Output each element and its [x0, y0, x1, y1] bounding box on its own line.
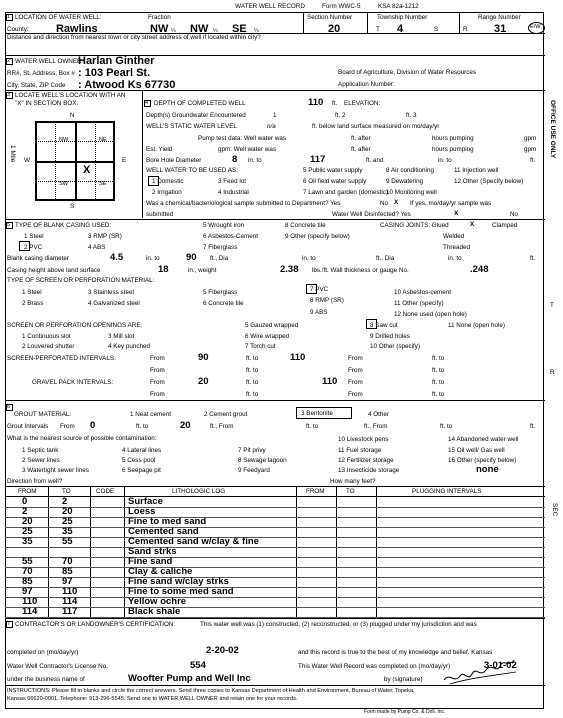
- contamination-label: What is the nearest source of possible contamination:: [7, 435, 157, 442]
- gravel-pack-label: GRAVEL PACK INTERVALS:: [32, 379, 114, 386]
- sample-no-mark: X: [394, 199, 399, 206]
- license-number: 554: [190, 660, 206, 671]
- owner-name: Harlan Ginther: [78, 55, 155, 67]
- screen-material-label: TYPE OF SCREEN OR PERFORATION MATERIAL:: [7, 277, 155, 284]
- glued-mark: X: [470, 221, 475, 228]
- form-number: Form WWC-5: [322, 3, 361, 10]
- instructions-text: INSTRUCTIONS: Please fill in blanks and circle the correct answers. Send three copies to Kansas Department of Health and Environment, Bureau of Water, Topeka,: [7, 688, 415, 694]
- fraction-label: Fraction: [148, 14, 171, 21]
- log-from: 35: [22, 536, 33, 547]
- city-label: City, State, ZIP Code: [7, 82, 66, 89]
- log-code-header: CODE: [96, 488, 115, 495]
- well-location-mark: X: [83, 164, 91, 176]
- distance-label: Distance and direction from nearest town or city street address of well if located within city?: [7, 34, 261, 41]
- log-description: Sand strks: [128, 546, 177, 557]
- plugging-header: PLUGGING INTERVALS: [412, 488, 482, 495]
- grout-label: GROUT MATERIAL:: [14, 411, 72, 418]
- gravel-from: 20: [198, 376, 209, 387]
- sec-label: SEC: [551, 503, 558, 517]
- casing-label: TYPE OF BLANK CASING USED:: [15, 222, 112, 229]
- plug-to-header: TO: [346, 488, 355, 495]
- log-from: 85: [22, 576, 33, 587]
- groundwater-label: Depth(s) Groundwater Encountered: [146, 112, 246, 119]
- disinfected-yes-mark: X: [454, 210, 459, 217]
- log-to: 55: [62, 536, 73, 547]
- feet-label: How many feet?: [330, 478, 376, 485]
- ksa-ref: KSA 82a-1212: [378, 3, 419, 10]
- log-from: 25: [22, 526, 33, 537]
- log-to: 25: [62, 516, 73, 527]
- plug-from-header: FROM: [306, 488, 325, 495]
- log-to: 114: [62, 596, 78, 607]
- log-from-header: FROM: [18, 488, 37, 495]
- address-label: RR#, St. Address, Box #: [7, 70, 75, 77]
- owner-label: WATER WELL OWNER:: [15, 58, 84, 65]
- log-to: 70: [62, 556, 73, 567]
- range-label: Range Number: [478, 14, 521, 21]
- log-from: 114: [22, 606, 38, 617]
- log-to: 35: [62, 526, 73, 537]
- log-from: 20: [22, 516, 33, 527]
- log-from: 0: [22, 496, 28, 507]
- static-level-value: n/a: [267, 123, 276, 130]
- log-from: 70: [22, 566, 33, 577]
- log-to-header: TO: [62, 488, 71, 495]
- log-description: Fine to some med sand: [128, 586, 234, 597]
- license-label: Water Well Contractor's License No.: [7, 663, 108, 670]
- log-description: Black shale: [128, 606, 181, 617]
- static-level-label: WELL'S STATIC WATER LEVEL: [146, 123, 237, 130]
- grout-intervals-label: Grout Intervals: [7, 423, 49, 430]
- lithologic-header: LITHOLOGIC LOG: [172, 488, 226, 495]
- completed-date: 2-20-02: [206, 645, 239, 656]
- log-from: 110: [22, 596, 38, 607]
- section-number-value: 20: [328, 23, 341, 35]
- log-description: Fine sand w/clay strks: [128, 576, 229, 587]
- footer-credit: Form made by Pump Co. & Drill, Inc.: [364, 709, 446, 715]
- grout-to: 20: [180, 420, 191, 431]
- bore-depth: 117: [310, 154, 326, 165]
- casing-depth: 90: [186, 252, 197, 263]
- disinfected-question: Water Well Disinfected? Yes: [332, 211, 411, 218]
- log-from: 55: [22, 556, 33, 567]
- log-description: Cemented sand: [128, 526, 199, 537]
- elevation-label: ELEVATION:: [344, 100, 381, 107]
- log-description: Surface: [128, 496, 163, 507]
- signature-label: by (signature): [384, 676, 423, 683]
- direction-label: Direction from well?: [7, 478, 63, 485]
- range-value: 31: [494, 23, 507, 35]
- business-name: Woofter Pump and Well Inc: [128, 673, 251, 684]
- log-description: Yellow ochre: [128, 596, 187, 607]
- gauge-value: .248: [470, 264, 489, 275]
- bore-diameter: 8: [232, 154, 238, 165]
- log-description: Cemented sand w/clay & fine: [128, 536, 259, 547]
- log-description: Fine sand: [128, 556, 173, 567]
- log-to: 117: [62, 606, 78, 617]
- log-to: 2: [62, 496, 68, 507]
- log-to: 20: [62, 506, 73, 517]
- location-label: LOCATION OF WATER WELL:: [15, 14, 102, 21]
- office-use-label: OFFICE USE ONLY: [549, 100, 556, 159]
- contamination-other: none: [476, 464, 499, 475]
- use-label: WELL WATER TO BE USED AS:: [146, 167, 238, 174]
- completed-label: completed on (mo/day/yr): [7, 649, 79, 656]
- casing-weight: 2.38: [280, 264, 299, 275]
- pump-test-label: Pump test data: Well water was: [198, 135, 287, 142]
- casing-diameter-label: Blank casing diameter: [7, 255, 69, 262]
- log-from: 97: [22, 586, 33, 597]
- casing-height: 18: [158, 264, 169, 275]
- signature: [440, 654, 520, 688]
- openings-label: SCREEN OR PERFORATION OPENINGS ARE:: [7, 322, 143, 329]
- bore-label: Bore Hole Diameter: [146, 157, 202, 164]
- log-description: Fine to med sand: [128, 516, 207, 527]
- business-label: under the business name of: [7, 676, 85, 683]
- log-to: 85: [62, 566, 73, 577]
- log-to: 97: [62, 576, 73, 587]
- casing-joints-label: CASING JOINTS: Glued: [380, 222, 449, 229]
- depth-label: DEPTH OF COMPLETED WELL: [154, 100, 246, 107]
- owner-city: : Atwood Ks 67730: [78, 79, 176, 91]
- screen-to: 110: [290, 352, 306, 363]
- form-title: WATER WELL RECORD: [235, 3, 305, 10]
- fraction-3: SE: [232, 23, 247, 35]
- section-1-number: 1: [7, 14, 11, 20]
- log-from: 2: [22, 506, 28, 517]
- county-label: County:: [7, 26, 29, 33]
- one-mile-label: 1 Mile: [9, 145, 16, 163]
- casing-diameter: 4.5: [110, 252, 124, 263]
- grout-from: 0: [90, 420, 96, 431]
- screen-intervals-label: SCREEN-PERFORATED INTERVALS:: [7, 355, 116, 362]
- screen-from: 90: [198, 352, 209, 363]
- fraction-2: NW: [190, 23, 209, 35]
- board-text: Board of Agriculture, Division of Water Resources: [338, 69, 477, 76]
- county-value: Rawlins: [56, 23, 98, 35]
- log-description: Clay & caliche: [128, 566, 193, 577]
- fraction-1: NW: [150, 23, 169, 35]
- sample-question: Was a chemical/bacteriological sample submitted to Department? Yes: [146, 200, 341, 207]
- section-number-label: Section Number: [307, 14, 353, 21]
- owner-address: : 103 Pearl St.: [78, 67, 151, 79]
- locate-label: LOCATE WELL'S LOCATION WITH AN "X" IN SECTION BOX:: [15, 92, 126, 107]
- cert-text: This water well was (1) constructed, (2) reconstructed, or (3) plugged under my jurisdiction and was: [200, 621, 477, 628]
- township-value: 4: [397, 23, 404, 35]
- log-description: Loess: [128, 506, 156, 517]
- record-date: 3-01-02: [484, 660, 517, 671]
- log-to: 110: [62, 586, 78, 597]
- gravel-to: 110: [322, 376, 338, 387]
- ew-circle: E/W: [530, 24, 541, 30]
- casing-height-label: Casing height above land surface: [7, 267, 101, 274]
- depth-value: 110: [308, 97, 324, 108]
- application-label: Application Number:: [338, 81, 395, 88]
- cert-label: CONTRACTOR'S OR LANDOWNER'S CERTIFICATION:: [15, 621, 176, 628]
- township-label: Township Number: [377, 14, 428, 21]
- est-yield-label: Est. Yield: [146, 146, 173, 153]
